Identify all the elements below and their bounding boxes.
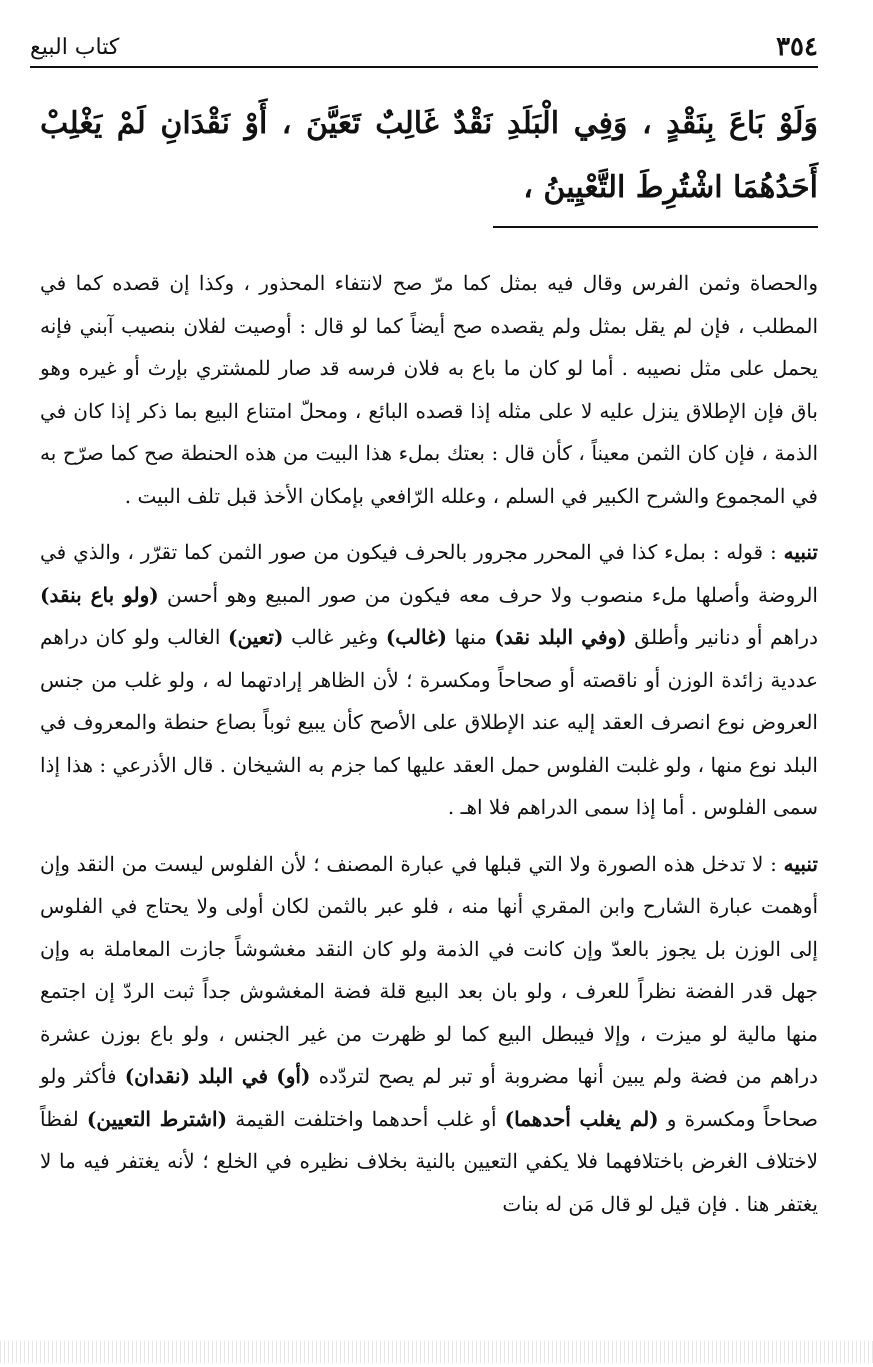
- page-header: [30, 28, 818, 68]
- matn-quote: (وفي البلد نقد): [494, 625, 627, 649]
- matn-text: وَلَوْ بَاعَ بِنَقْدٍ ، وَفِي الْبَلَدِ نَقْدٌ غَالِبٌ تَعَيَّنَ ، أَوْ نَقْدَانِ لَمْ يَغْلِبْ أَحَدُهُمَا اشْتُرِطَ التَّعْيِينُ ،: [40, 106, 818, 205]
- text-run: وغير غالب: [283, 625, 386, 649]
- scan-noise-strip: [0, 1341, 873, 1363]
- text-run: : قوله : بملء كذا في المحرر مجرور بالحرف فيكون من صور الثمن كما تقرّر ، والذي في الروضة وأصلها ملء منصوب ولا حرف معه فيكون من صور المبيع وهو أحسن: [40, 540, 818, 607]
- matn-quote: (أو): [276, 1064, 311, 1088]
- text-run: لفظاً لاختلاف الغرض باختلافهما فلا يكفي التعيين بالنية بخلاف نظيره في الخلع ؛ لأنه يغتفر فيه ما لا يغتفر هنا . فإن قيل لو قال مَن له بنات: [40, 1106, 818, 1216]
- matn-quote: (اشترط التعيين): [86, 1106, 228, 1131]
- text-run: منها: [447, 625, 495, 649]
- commentary-body: [40, 262, 818, 1225]
- matn-quote: (ولو باع بنقد): [40, 582, 159, 607]
- matn-quote: (غالب): [385, 625, 448, 649]
- text-run: : لا تدخل هذه الصورة ولا التي قبلها في عبارة المصنف ؛ لأن الفلوس ليست من النقد وإن أوهمت عبارة الشارح وابن المقري أنها منه ، فلو عبر بالثمن لكان أولى ولا يحتاج في الفلوس إلى الوزن بل يجوز بالعدّ وإن كانت في الذمة ولو كان النقد مغشوشاً جازت المعاملة به وإن جهل قدر الفضة نظراً للعرف ، ولو بان بعد البيع قلة فضة المغشوش جداً ثبت الردّ إن اجتمع منها مالية لو ميزت ، وإلا فيبطل البيع كما لو ظهرت من غير الجنس ، ولو باع بوزن عشرة دراهم من فضة ولم يبين أنها مضروبة أو تبر لم يصح لتردّده: [40, 851, 819, 1088]
- tanbih-heading: تنبيه: [783, 851, 818, 876]
- book-title: كتاب البيع: [30, 34, 120, 60]
- commentary-paragraph-3: [40, 843, 818, 1226]
- matn-separator-rule: [493, 226, 818, 228]
- page-number: ٣٥٤: [776, 32, 818, 62]
- commentary-paragraph-2: [40, 531, 818, 829]
- tanbih-heading: تنبيه: [783, 540, 818, 564]
- text-run: الغالب ولو كان دراهم عددية زائدة الوزن أو ناقصته أو صحاحاً ومكسرة ؛ لأن الظاهر إرادتهما له ، ولو غلب من جنس العروض نوع انصرف العقد إليه عند الإطلاق على الأصح كأن يبيع ثوباً بصاع حنطة والمعروف في البلد نوع منها ، ولو غلبت الفلوس حمل العقد عليها كما جزم به الشيخان . قال الأذرعي : هذا إذا سمى الفلوس . أما إذا سمى الدراهم فلا اهـ .: [40, 625, 818, 819]
- text-run: أو غلب أحدهما واختلفت القيمة: [227, 1106, 505, 1131]
- commentary-paragraph-1: والحصاة وثمن الفرس وقال فيه بمثل كما مرّ صح لانتفاء المحذور ، وكذا إن قصده كما في المطلب ، فإن لم يقل بمثل ولم يقصده صح أيضاً كما لو قال : أوصيت لفلان بنصيب آبني فإنه يحمل على مثل نصيبه . أما لو كان ما باع به فلان فرسه قد صار للمشتري بإرث أو غيره وهو باق فإن الإطلاق ينزل عليه لا على مثله إذا قصده البائع ، ومحلّ امتناع البيع بما ذكر إذا كان في الذمة ، فإن كان الثمن معيناً ، كأن قال : بعتك بملء هذا البيت من هذه الحنطة صح كما صرّح به في المجموع والشرح الكبير في السلم ، وعلله الرّافعي بإمكان الأخذ قبل تلف البيت .: [40, 271, 818, 508]
- matn-quote: (نقدان): [124, 1064, 191, 1088]
- text-run: دراهم أو دنانير وأطلق: [626, 625, 819, 649]
- matn-quote: (لم يغلب أحدهما): [504, 1106, 659, 1131]
- text-run: فأكثر ولو صحاحاً ومكسرة و: [40, 1064, 818, 1131]
- matn-quote: (تعين): [228, 625, 284, 649]
- matn-quote: في البلد: [198, 1064, 269, 1088]
